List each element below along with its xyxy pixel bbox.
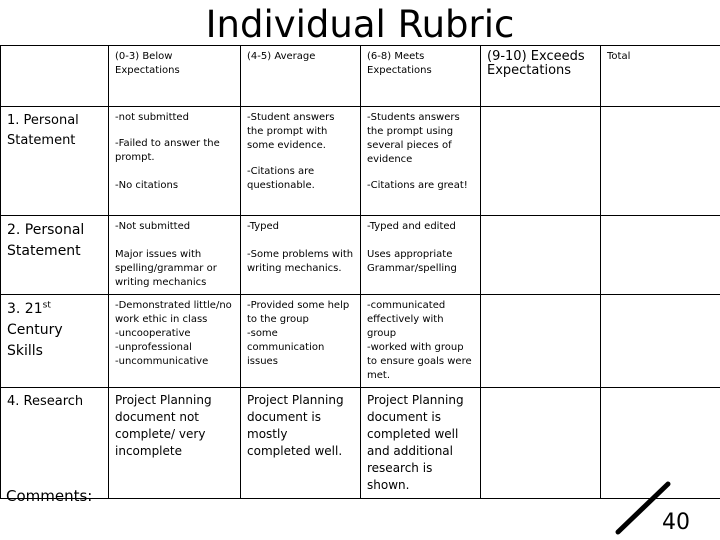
total-cell [601,216,720,295]
average-cell: Project Planning document is mostly completed well. [241,388,361,499]
criterion-cell: 1. Personal Statement [1,107,109,216]
average-cell: -Typed -Some problems with writing mechanics. [241,216,361,295]
meets-cell: Project Planning document is completed well and additional research is shown. [361,388,481,499]
meets-cell: -Typed and edited Uses appropriate Grammar/spelling [361,216,481,295]
total-cell [601,295,720,388]
criterion-cell: 3. 21st Century Skills [1,295,109,388]
page-number: 40 [662,510,690,535]
rubric-table [0,45,720,499]
criterion-cell: 2. Personal Statement [1,216,109,295]
total-cell [601,107,720,216]
table-row [1,107,720,216]
header-meets: (6-8) Meets Expectations [361,46,481,107]
header-cell-empty [1,46,109,107]
below-cell: -not submitted -Failed to answer the prompt. -No citations [109,107,241,216]
header-average: (4-5) Average [241,46,361,107]
table-row [1,216,720,295]
exceeds-cell [481,295,601,388]
below-cell: Project Planning document not complete/ very incomplete [109,388,241,499]
header-below: (0-3) Below Expectations [109,46,241,107]
page-title: Individual Rubric [205,3,515,46]
average-cell: -Student answers the prompt with some evidence. -Citations are questionable. [241,107,361,216]
header-exceeds: (9-10) Exceeds Expectations [481,46,601,107]
criterion-cell: 4. Research [1,388,109,499]
header-total: Total [601,46,720,107]
exceeds-cell [481,107,601,216]
meets-cell: -Students answers the prompt using several pieces of evidence -Citations are great! [361,107,481,216]
below-cell: -Demonstrated little/no work ethic in class -uncooperative -unprofessional -uncommunicative [109,295,241,388]
below-cell: -Not submitted Major issues with spelling/grammar or writing mechanics [109,216,241,295]
meets-cell: -communicated effectively with group -worked with group to ensure goals were met. [361,295,481,388]
table-row [1,295,720,388]
exceeds-cell [481,388,601,499]
header-row [1,46,720,107]
average-cell: -Provided some help to the group -some communication issues [241,295,361,388]
comments-label: Comments: [6,487,93,505]
exceeds-cell [481,216,601,295]
